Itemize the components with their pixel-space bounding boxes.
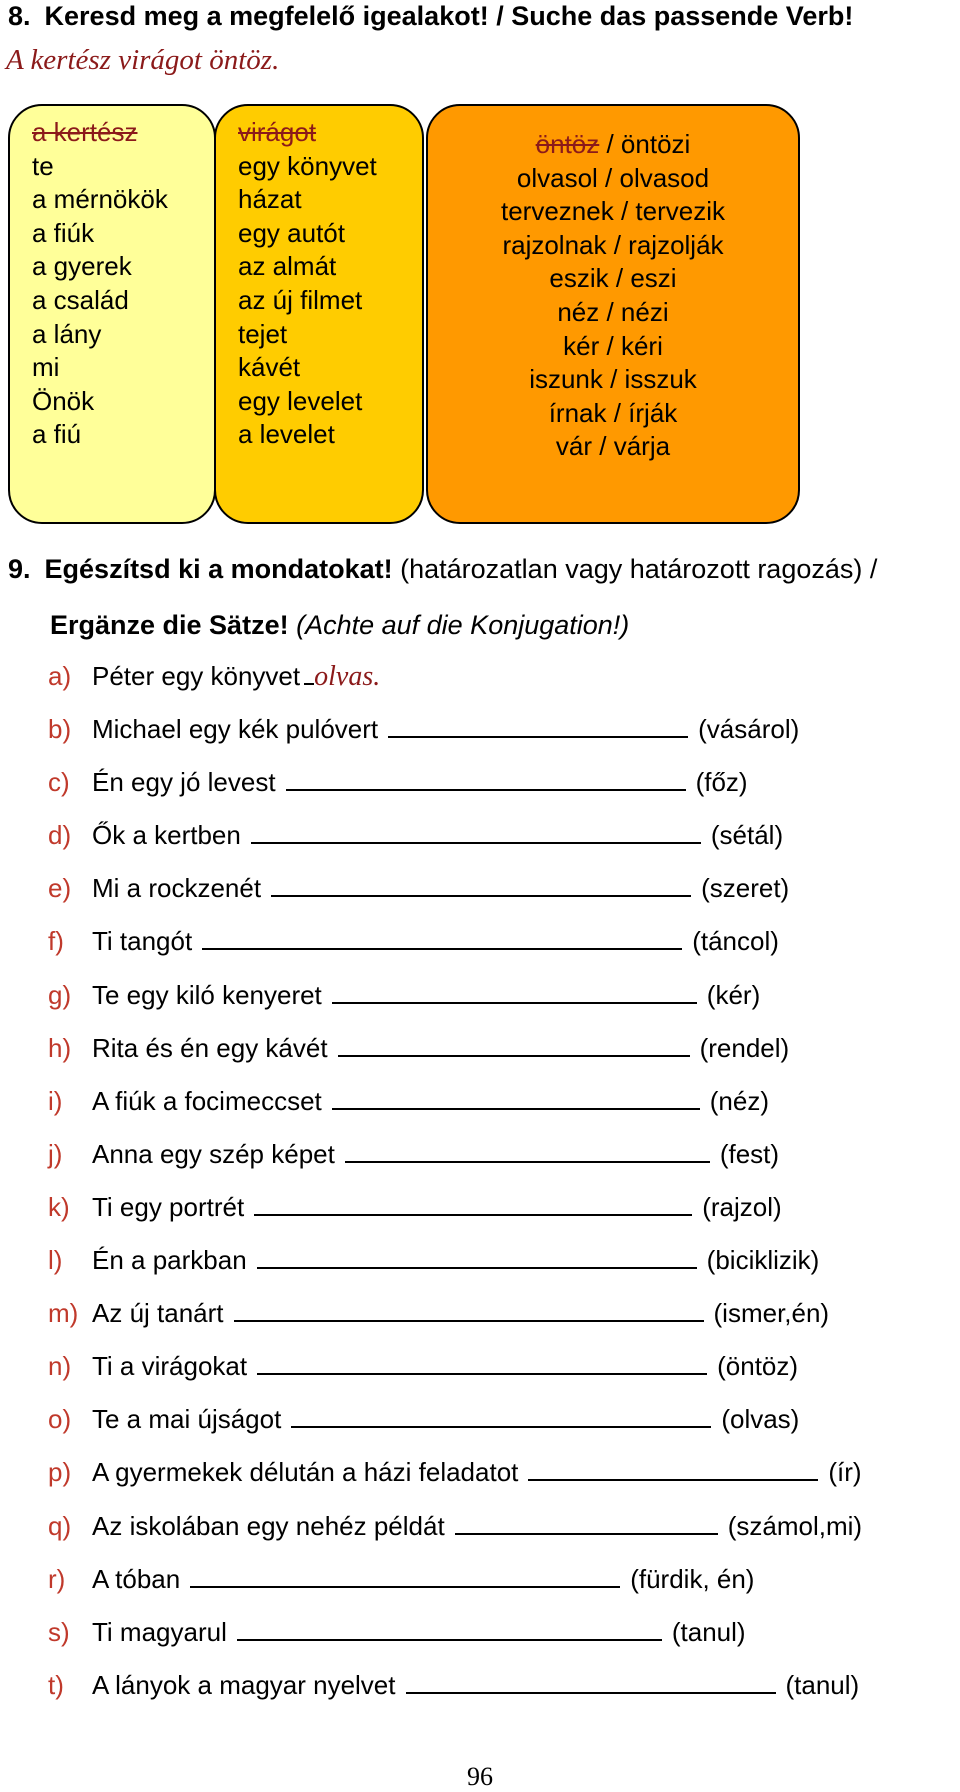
exercise-item [48, 1399, 948, 1452]
exercise-item [48, 1346, 948, 1399]
section-8-title [8, 0, 853, 32]
verb-hint: (biciklizik) [706, 1245, 820, 1276]
section-9-instruction [50, 609, 629, 641]
verb-hint: (kér) [706, 979, 761, 1010]
exercise-item [48, 709, 948, 762]
exercise-label: t) [48, 1669, 64, 1700]
exercise-text: A fiúk a focimeccset [92, 1085, 322, 1116]
exercise-text: A gyermekek délután a házi feladatot [92, 1457, 519, 1488]
exercise-text: Én a parkban [92, 1245, 247, 1276]
section-8-number: 8. [8, 1, 31, 31]
answer-blank[interactable] [202, 924, 682, 950]
exercise-item [48, 1506, 948, 1559]
verb-hint: (tanul) [671, 1616, 746, 1647]
exercise-text: Péter egy könyvet [92, 661, 301, 691]
exercise-item [48, 868, 948, 921]
subjects-list [32, 116, 168, 452]
exercise-text: A lányok a magyar nyelvet [92, 1669, 396, 1700]
exercise-label: o) [48, 1404, 72, 1435]
exercise-text: A tóban [92, 1563, 181, 1594]
exercise-answer: olvas [314, 661, 374, 692]
answer-blank[interactable] [251, 818, 701, 844]
exercise-label: n) [48, 1351, 72, 1382]
exercise-label: a) [48, 661, 72, 691]
exercise-label: f) [48, 926, 64, 957]
answer-blank[interactable] [345, 1137, 710, 1163]
exercise-item [48, 1612, 948, 1665]
verb-item: iszunk / isszuk [529, 364, 697, 395]
verb-hint: (szeret) [701, 873, 790, 904]
verb-first-rest: / öntözi [599, 129, 691, 159]
object-item: egy autót [238, 217, 345, 248]
exercise-text: Ti magyarul [92, 1616, 227, 1647]
verb-hint: (néz) [709, 1085, 770, 1116]
verb-hint: (öntöz) [717, 1351, 799, 1382]
subject-item: a fiúk [32, 217, 95, 248]
exercise-item [48, 1187, 948, 1240]
subjects-box [8, 104, 216, 524]
verb-first-line [428, 128, 798, 162]
subject-item: mi [32, 352, 60, 383]
verb-hint: (főz) [695, 767, 748, 798]
exercise-label: l) [48, 1245, 63, 1276]
exercise-text: Mi a rockzenét [92, 873, 262, 904]
exercise-item [48, 1452, 948, 1505]
exercise-text: Én egy jó levest [92, 767, 276, 798]
verb-item: olvasol / olvasod [516, 162, 710, 193]
verb-item: eszik / eszi [549, 263, 677, 294]
subject-item: a gyerek [32, 251, 132, 282]
page-number: 96 [467, 1762, 493, 1791]
verb-hint: (ismer,én) [713, 1298, 830, 1329]
exercise-label: h) [48, 1032, 72, 1063]
object-item: kávét [238, 352, 301, 383]
answer-blank[interactable] [237, 1615, 662, 1641]
exercise-item [48, 1240, 948, 1293]
objects-list [238, 116, 377, 452]
exercise-text: Az új tanárt [92, 1298, 224, 1329]
exercise-label: j) [48, 1138, 63, 1169]
answer-blank[interactable] [455, 1509, 718, 1535]
verb-hint: (számol,mi) [727, 1510, 863, 1541]
object-item: egy könyvet [238, 150, 377, 181]
verb-hint: (olvas) [721, 1404, 800, 1435]
answer-blank[interactable] [332, 1084, 700, 1110]
section-9-subheading: (határozatlan vagy határozott ragozás) / [392, 554, 878, 584]
section-9-instruction-de: Ergänze die Sätze! [50, 610, 289, 640]
exercise-list [48, 656, 948, 1718]
exercise-text: Rita és én egy kávét [92, 1032, 328, 1063]
exercise-label: c) [48, 767, 70, 798]
verb-hint: (ír) [828, 1457, 862, 1488]
object-item: a levelet [238, 419, 335, 450]
exercise-label: k) [48, 1191, 70, 1222]
object-item: egy levelet [238, 385, 363, 416]
exercise-text: Michael egy kék pulóvert [92, 714, 379, 745]
verb-item: kér / kéri [563, 330, 663, 361]
exercise-text: Te egy kiló kenyeret [92, 979, 322, 1010]
answer-blank[interactable] [528, 1455, 818, 1481]
verb-item: írnak / írják [548, 397, 678, 428]
verb-hint: (rajzol) [702, 1191, 782, 1222]
exercise-answer-end: . [373, 661, 381, 692]
exercise-label: i) [48, 1085, 63, 1116]
subject-item: a mérnökök [32, 184, 168, 215]
exercise-item [48, 1665, 948, 1718]
verbs-list [428, 128, 798, 464]
exercise-item [48, 1134, 948, 1187]
verb-item: vár / várja [555, 431, 671, 462]
subject-item: a család [32, 284, 129, 315]
exercise-text: Te a mai újságot [92, 1404, 282, 1435]
answer-blank[interactable] [291, 1402, 711, 1428]
exercise-item-a [48, 656, 948, 709]
section-8-heading: Keresd meg a megfelelő igealakot! / Suche das passende Verb! [44, 1, 854, 31]
exercise-label: s) [48, 1616, 70, 1647]
exercise-item [48, 1559, 948, 1612]
verb-item: terveznek / tervezik [501, 196, 725, 227]
answer-blank[interactable] [406, 1668, 776, 1694]
exercise-item [48, 1081, 948, 1134]
answer-blank[interactable] [190, 1562, 620, 1588]
exercise-text: Ti a virágokat [92, 1351, 248, 1382]
struck-subject: a kertész [32, 117, 138, 147]
object-item: tejet [238, 318, 288, 349]
object-item: házat [238, 184, 302, 215]
exercise-text: Ők a kertben [92, 820, 241, 851]
exercise-item [48, 975, 948, 1028]
example-sentence: A kertész virágot öntöz. [6, 44, 280, 76]
section-9-title [8, 553, 877, 585]
section-9-heading: Egészítsd ki a mondatokat! [44, 554, 393, 584]
answer-blank[interactable] [257, 1349, 707, 1375]
exercise-label: g) [48, 979, 72, 1010]
exercise-text: Ti egy portrét [92, 1191, 245, 1222]
answer-underline [304, 659, 314, 685]
exercise-item [48, 921, 948, 974]
verb-item: rajzolnak / rajzolják [502, 229, 724, 260]
struck-verb: öntöz [535, 129, 600, 159]
objects-box [214, 104, 424, 524]
exercise-item [48, 762, 948, 815]
object-item: az almát [238, 251, 337, 282]
subject-item: te [32, 150, 54, 181]
exercise-label: d) [48, 820, 72, 851]
answer-blank[interactable] [254, 1190, 692, 1216]
exercise-item [48, 1028, 948, 1081]
exercise-item [48, 815, 948, 868]
exercise-label: e) [48, 873, 72, 904]
answer-blank[interactable] [388, 712, 688, 738]
exercise-label: m) [48, 1298, 79, 1329]
exercise-text: Az iskolában egy nehéz példát [92, 1510, 445, 1541]
verb-hint: (tanul) [785, 1669, 860, 1700]
verb-hint: (rendel) [699, 1032, 790, 1063]
subject-item: a fiú [32, 419, 82, 450]
answer-blank[interactable] [286, 765, 686, 791]
answer-blank[interactable] [257, 1243, 697, 1269]
section-9-note: (Achte auf die Konjugation!) [288, 610, 630, 640]
verb-hint: (táncol) [692, 926, 779, 957]
exercise-text: Ti tangót [92, 926, 193, 957]
verb-hint: (fest) [719, 1138, 780, 1169]
verb-hint: (fürdik, én) [630, 1563, 755, 1594]
verb-item: néz / nézi [557, 296, 669, 327]
verb-hint: (vásárol) [698, 714, 800, 745]
verbs-box [426, 104, 800, 524]
answer-blank[interactable] [271, 871, 691, 897]
exercise-label: p) [48, 1457, 72, 1488]
answer-blank[interactable] [234, 1296, 704, 1322]
exercise-text: Anna egy szép képet [92, 1138, 335, 1169]
object-item: az új filmet [238, 284, 363, 315]
exercise-label: r) [48, 1563, 66, 1594]
struck-object: virágot [238, 117, 317, 147]
exercise-label: q) [48, 1510, 72, 1541]
exercise-item [48, 1293, 948, 1346]
section-9-number: 9. [8, 554, 31, 584]
subject-item: a lány [32, 318, 102, 349]
exercise-label: b) [48, 714, 72, 745]
answer-blank[interactable] [332, 978, 697, 1004]
verb-hint: (sétál) [710, 820, 784, 851]
answer-blank[interactable] [338, 1031, 690, 1057]
subject-item: Önök [32, 385, 95, 416]
